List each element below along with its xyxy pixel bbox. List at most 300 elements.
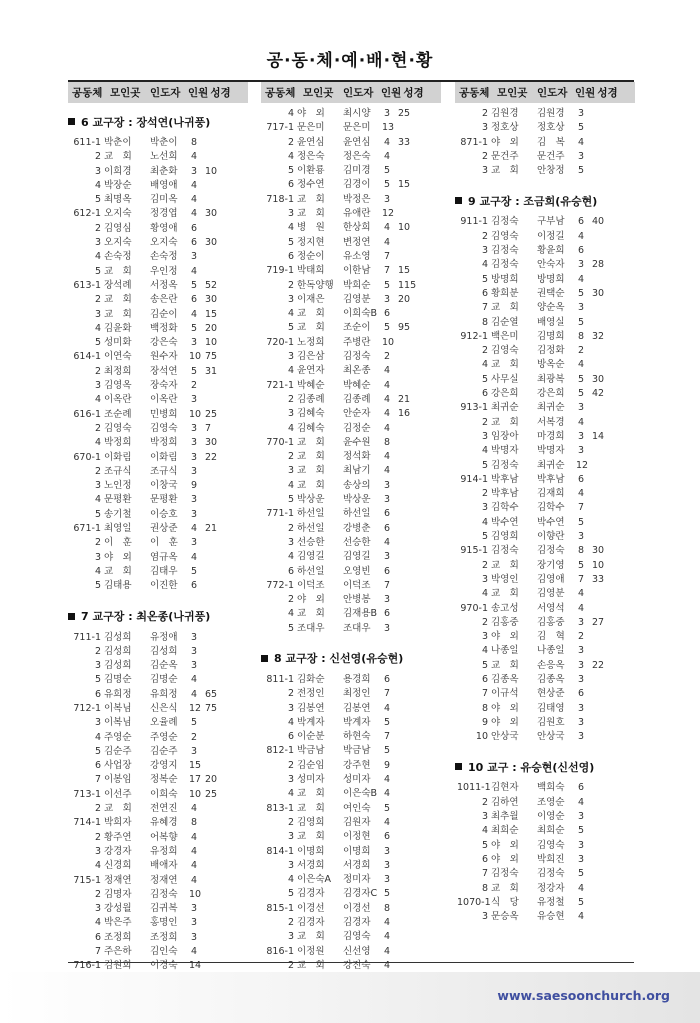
table-row <box>455 781 635 795</box>
attendance-count: 5 <box>190 279 198 291</box>
table-row <box>261 193 441 207</box>
meeting-place: 강경자 <box>104 845 132 857</box>
leader-name: 성미자 <box>343 774 371 786</box>
leader-name: 이정길 <box>537 230 565 242</box>
attendance-count: 3 <box>190 451 198 463</box>
meeting-place: 김순주 <box>104 745 132 757</box>
bible-count: 15 <box>205 308 218 320</box>
attendance-count: 6 <box>577 245 585 257</box>
leader-name: 정재연 <box>150 874 178 886</box>
attendance-count: 3 <box>577 445 585 457</box>
bible-count: 10 <box>398 222 411 234</box>
attendance-count: 5 <box>190 365 198 377</box>
attendance-count: 6 <box>383 522 391 534</box>
group-number: 814-1 <box>266 845 294 857</box>
church-website-link[interactable]: www.saesoonchurch.org <box>497 988 670 1003</box>
group-number: 3 <box>481 631 488 643</box>
attendance-count: 5 <box>383 165 391 177</box>
attendance-count: 4 <box>577 882 585 894</box>
table-row <box>68 688 248 702</box>
meeting-place: 이희경 <box>104 165 132 177</box>
meeting-place: 이복님 <box>104 702 132 714</box>
attendance-count: 7 <box>383 265 391 277</box>
leader-name: 백희숙 <box>537 782 565 794</box>
attendance-count: 5 <box>383 716 391 728</box>
bible-count: 32 <box>592 330 605 342</box>
attendance-count: 5 <box>190 322 198 334</box>
meeting-place: 교 회 <box>297 608 325 620</box>
attendance-count: 3 <box>190 537 198 549</box>
bible-count: 10 <box>592 559 605 571</box>
group-number: 671-1 <box>73 523 101 535</box>
attendance-count: 3 <box>577 150 585 162</box>
meeting-place: 김봉연 <box>297 702 325 714</box>
leader-name: 김경자 <box>343 917 371 929</box>
leader-name: 신은식 <box>150 702 178 714</box>
attendance-count: 10 <box>189 788 202 800</box>
bible-count: 20 <box>205 322 218 334</box>
leader-name: 방옥순 <box>537 359 565 371</box>
table-row <box>455 136 635 150</box>
attendance-count: 3 <box>190 394 198 406</box>
group-number: 3 <box>287 702 294 714</box>
leader-name: 김태영 <box>537 702 565 714</box>
group-number: 4 <box>94 179 101 191</box>
meeting-place: 김정숙 <box>491 216 519 228</box>
meeting-place: 야 외 <box>491 716 519 728</box>
table-row <box>261 830 441 844</box>
leader-name: 김미옥 <box>150 194 178 206</box>
leader-name: 박수연 <box>537 516 565 528</box>
group-number: 2 <box>94 422 101 434</box>
group-number: 670-1 <box>73 451 101 463</box>
meeting-place: 김명자 <box>104 888 132 900</box>
group-number: 2 <box>287 959 294 971</box>
leader-name: 박정은 <box>343 193 371 205</box>
leader-name: 박계자 <box>343 716 371 728</box>
leader-name: 송은란 <box>150 294 178 306</box>
bible-count: 28 <box>592 259 605 271</box>
group-number: 8 <box>481 316 488 328</box>
leader-name: 최정인 <box>343 688 371 700</box>
table-row <box>68 745 248 759</box>
table-row <box>455 602 635 616</box>
group-number: 2 <box>481 345 488 357</box>
table-row <box>455 244 635 258</box>
leader-name: 안병봉 <box>343 594 371 606</box>
leader-name: 강주현 <box>343 759 371 771</box>
group-number: 2 <box>287 393 294 405</box>
bible-count: 40 <box>592 216 605 228</box>
attendance-count: 6 <box>190 222 198 234</box>
meeting-place: 이재은 <box>297 293 325 305</box>
group-number: 3 <box>481 502 488 514</box>
attendance-count: 7 <box>577 573 585 585</box>
table-row <box>261 716 441 730</box>
attendance-count: 4 <box>383 136 391 148</box>
group-number: 4 <box>481 516 488 528</box>
group-number: 6 <box>287 731 294 743</box>
table-row <box>455 687 635 701</box>
leader-name: 강진숙 <box>343 959 371 971</box>
column-body <box>261 107 441 1002</box>
bible-count: 25 <box>398 108 411 119</box>
attendance-count: 4 <box>383 931 391 943</box>
leader-name: 서복경 <box>537 416 565 428</box>
table-row <box>455 587 635 601</box>
attendance-count: 3 <box>190 508 198 520</box>
group-number: 2 <box>94 365 101 377</box>
leader-name: 유정희 <box>150 845 178 857</box>
bible-count: 20 <box>205 774 218 786</box>
table-row <box>68 659 248 673</box>
leader-name: 정호상 <box>537 122 565 134</box>
attendance-count: 6 <box>383 565 391 577</box>
group-number: 5 <box>287 622 294 634</box>
table-row <box>68 408 248 422</box>
table-row <box>261 393 441 407</box>
table-row <box>68 888 248 902</box>
group-number: 711-1 <box>73 631 101 643</box>
group-number: 2 <box>287 594 294 606</box>
leader-name: 유애란 <box>343 208 371 220</box>
table-row <box>68 645 248 659</box>
attendance-count: 6 <box>577 688 585 700</box>
attendance-count: 5 <box>577 122 585 134</box>
attendance-count: 5 <box>577 287 585 299</box>
meeting-place: 교 회 <box>491 359 519 371</box>
attendance-count: 4 <box>190 151 198 163</box>
section-heading <box>68 602 248 631</box>
meeting-place: 김성희 <box>104 660 132 672</box>
attendance-count: 5 <box>383 279 391 291</box>
attendance-count: 3 <box>383 845 391 857</box>
leader-name: 오영빈 <box>343 565 371 577</box>
attendance-count: 4 <box>190 265 198 277</box>
group-number: 3 <box>287 859 294 871</box>
table-row <box>68 508 248 522</box>
group-number: 7 <box>481 302 488 314</box>
table-row <box>261 522 441 536</box>
leader-name: 박춘이 <box>150 137 178 148</box>
attendance-count: 4 <box>383 816 391 828</box>
group-number: 3 <box>481 430 488 442</box>
attendance-count: 3 <box>577 402 585 414</box>
table-row <box>261 902 441 916</box>
section-heading <box>455 752 635 781</box>
table-row <box>68 536 248 550</box>
group-number: 2 <box>287 688 294 700</box>
section-title: 7 교구장 : 최온종(나귀풍) <box>81 610 211 623</box>
bible-count: 14 <box>592 430 605 442</box>
table-row <box>68 902 248 916</box>
group-number: 4 <box>287 308 294 320</box>
attendance-count: 3 <box>383 859 391 871</box>
table-row <box>455 730 635 744</box>
attendance-count: 3 <box>577 811 585 823</box>
meeting-place: 정지현 <box>297 236 325 248</box>
meeting-place: 이옥란 <box>104 394 132 406</box>
group-number: 3 <box>94 380 101 392</box>
table-row <box>68 279 248 293</box>
leader-name: 안숙자 <box>537 259 565 271</box>
attendance-count: 8 <box>383 436 391 448</box>
table-row <box>455 516 635 530</box>
attendance-count: 3 <box>383 293 391 305</box>
group-number: 5 <box>481 373 488 385</box>
group-number: 5 <box>94 194 101 206</box>
group-number: 5 <box>94 580 101 592</box>
group-number: 7 <box>481 688 488 700</box>
attendance-count: 4 <box>383 222 391 234</box>
group-number: 2 <box>481 230 488 242</box>
attendance-count: 3 <box>383 193 391 205</box>
leader-name: 최시양 <box>343 108 371 119</box>
attendance-count: 4 <box>190 208 198 220</box>
attendance-count: 5 <box>383 322 391 334</box>
attendance-count: 2 <box>190 380 198 392</box>
leader-name: 나종일 <box>537 645 565 657</box>
attendance-count: 4 <box>190 688 198 700</box>
table-row <box>68 579 248 593</box>
group-number: 6 <box>481 287 488 299</box>
attendance-count: 4 <box>190 523 198 535</box>
meeting-place: 이연숙 <box>104 351 132 363</box>
table-header <box>68 82 248 103</box>
group-number: 5 <box>94 265 101 277</box>
leader-name: 황윤희 <box>537 245 565 257</box>
table-row <box>261 493 441 507</box>
meeting-place: 하선일 <box>297 565 325 577</box>
group-number: 4 <box>287 788 294 800</box>
group-number: 4 <box>481 645 488 657</box>
meeting-place: 조규식 <box>104 465 132 477</box>
group-number: 915-1 <box>460 545 488 557</box>
group-number: 8 <box>481 702 488 714</box>
header-leader: 인도자 <box>537 87 568 99</box>
table-row <box>68 565 248 579</box>
group-number: 716-1 <box>73 960 101 972</box>
leader-name: 문건주 <box>537 150 565 162</box>
table-row <box>261 759 441 773</box>
attendance-count: 4 <box>577 796 585 808</box>
section-title: 8 교구장 : 신선영(유승현) <box>274 652 404 666</box>
group-number: 4 <box>287 608 294 620</box>
group-number: 4 <box>94 860 101 872</box>
meeting-place: 김화순 <box>297 673 325 685</box>
table-row <box>261 136 441 150</box>
leader-name: 여인숙 <box>343 802 371 814</box>
attendance-count: 4 <box>383 422 391 434</box>
table-row <box>455 358 635 372</box>
table-row <box>261 930 441 944</box>
meeting-place: 교 회 <box>104 803 132 815</box>
group-number: 3 <box>287 408 294 420</box>
table-row <box>68 945 248 959</box>
leader-name: 안순자 <box>343 408 371 420</box>
meeting-place: 교 회 <box>491 302 519 314</box>
group-number: 4 <box>481 259 488 271</box>
attendance-count: 3 <box>190 337 198 349</box>
group-number: 4 <box>287 108 294 119</box>
group-number: 720-1 <box>266 336 294 348</box>
bible-count: 33 <box>398 136 411 148</box>
table-row <box>68 379 248 393</box>
meeting-place: 최희순 <box>491 825 519 837</box>
group-number: 2 <box>287 917 294 929</box>
bible-count: 15 <box>398 265 411 277</box>
meeting-place: 김경자 <box>297 888 325 900</box>
table-row <box>261 479 441 493</box>
meeting-place: 교 회 <box>297 959 325 971</box>
group-number: 2 <box>287 522 294 534</box>
table-row <box>261 207 441 221</box>
group-number: 2 <box>481 108 488 119</box>
attendance-count: 3 <box>190 422 198 434</box>
leader-name: 주병란 <box>343 336 371 348</box>
table-row <box>261 107 441 121</box>
leader-name: 최춘화 <box>150 165 178 177</box>
table-row <box>455 459 635 473</box>
group-number: 913-1 <box>460 402 488 414</box>
meeting-place: 서경희 <box>297 859 325 871</box>
meeting-place: 이선주 <box>104 788 132 800</box>
bible-count: 31 <box>205 365 218 377</box>
leader-name: 배영애 <box>150 179 178 191</box>
meeting-place: 김하연 <box>491 796 519 808</box>
meeting-place: 교 회 <box>104 308 132 320</box>
table-row <box>455 473 635 487</box>
bible-count: 10 <box>205 165 218 177</box>
group-number: 914-1 <box>460 473 488 485</box>
table-row <box>455 796 635 810</box>
leader-name: 유승현 <box>537 911 565 923</box>
leader-name: 마경희 <box>537 430 565 442</box>
header-leader: 인도자 <box>343 87 374 99</box>
meeting-place: 김영숙 <box>104 422 132 434</box>
meeting-place: 김순임 <box>297 759 325 771</box>
leader-name: 조순이 <box>343 322 371 334</box>
group-number: 2 <box>94 465 101 477</box>
leader-name: 최광복 <box>537 373 565 385</box>
attendance-count: 14 <box>189 960 202 972</box>
group-number: 813-1 <box>266 802 294 814</box>
meeting-place: 박은주 <box>104 917 132 929</box>
attendance-count: 5 <box>383 179 391 191</box>
leader-name: 이옥란 <box>150 394 178 406</box>
attendance-count: 3 <box>577 716 585 728</box>
leader-name: 김재희 <box>537 488 565 500</box>
meeting-place: 오지숙 <box>104 237 132 249</box>
table-row <box>68 831 248 845</box>
attendance-count: 5 <box>577 868 585 880</box>
meeting-place: 하선일 <box>297 508 325 520</box>
table-row <box>68 479 248 493</box>
meeting-place: 이은숙A <box>297 874 332 886</box>
table-header <box>455 82 635 103</box>
leader-name: 이진한 <box>150 580 178 592</box>
leader-name: 최귀순 <box>537 459 565 471</box>
attendance-count: 6 <box>577 782 585 794</box>
meeting-place: 교 회 <box>104 265 132 277</box>
attendance-count: 6 <box>383 831 391 843</box>
meeting-place: 강은희 <box>491 388 519 400</box>
group-number: 9 <box>481 716 488 728</box>
attendance-count: 3 <box>577 702 585 714</box>
group-number: 770-1 <box>266 436 294 448</box>
attendance-count: 5 <box>577 516 585 528</box>
table-row <box>261 945 441 959</box>
table-row <box>68 916 248 930</box>
attendance-count: 3 <box>383 551 391 563</box>
table-row <box>261 730 441 744</box>
leader-name: 김종례 <box>343 393 371 405</box>
table-row <box>455 430 635 444</box>
meeting-place: 교 회 <box>491 588 519 600</box>
meeting-place: 백은미 <box>491 330 519 342</box>
attendance-count: 6 <box>190 294 198 306</box>
group-number: 2 <box>287 451 294 463</box>
leader-name: 주영순 <box>150 731 178 743</box>
leader-name: 장석연 <box>150 365 178 377</box>
attendance-count: 4 <box>577 136 585 148</box>
table-row <box>68 759 248 773</box>
header-leader: 인도자 <box>150 87 181 99</box>
attendance-count: 3 <box>190 917 198 929</box>
meeting-place: 조순례 <box>104 408 132 420</box>
group-number: 4 <box>481 445 488 457</box>
meeting-place: 이정원 <box>297 945 325 957</box>
table-row <box>261 221 441 235</box>
meeting-place: 나종일 <box>491 645 519 657</box>
leader-name: 이한남 <box>343 265 371 277</box>
table-row <box>261 307 441 321</box>
leader-name: 조정희 <box>150 931 178 943</box>
group-number: 3 <box>287 293 294 305</box>
bible-count: 27 <box>592 616 605 628</box>
meeting-place: 박명자 <box>491 445 519 457</box>
group-number: 6 <box>94 931 101 943</box>
bible-count: 22 <box>592 659 605 671</box>
group-number: 10 <box>475 731 488 743</box>
section-spacer <box>261 636 441 644</box>
group-number: 4 <box>94 731 101 743</box>
table-row <box>68 207 248 221</box>
meeting-place: 송고성 <box>491 602 519 614</box>
group-number: 2 <box>287 816 294 828</box>
attendance-count: 8 <box>190 137 198 148</box>
attendance-count: 8 <box>383 902 391 914</box>
group-number: 4 <box>94 394 101 406</box>
leader-name: 김정숙 <box>537 868 565 880</box>
group-number: 4 <box>287 150 294 162</box>
attendance-count: 4 <box>577 359 585 371</box>
group-number: 2 <box>94 151 101 163</box>
attendance-count: 3 <box>577 108 585 119</box>
table-row <box>455 215 635 229</box>
attendance-count: 2 <box>383 351 391 363</box>
meeting-place: 노인정 <box>104 480 132 492</box>
leader-name: 김순이 <box>150 308 178 320</box>
leader-name: 어복향 <box>150 831 178 843</box>
leader-name: 유정애 <box>150 631 178 643</box>
meeting-place: 박수연 <box>491 516 519 528</box>
table-row <box>455 559 635 573</box>
attendance-count: 10 <box>382 336 395 348</box>
bible-count: 25 <box>205 408 218 420</box>
table-row <box>261 236 441 250</box>
attendance-count: 3 <box>577 645 585 657</box>
